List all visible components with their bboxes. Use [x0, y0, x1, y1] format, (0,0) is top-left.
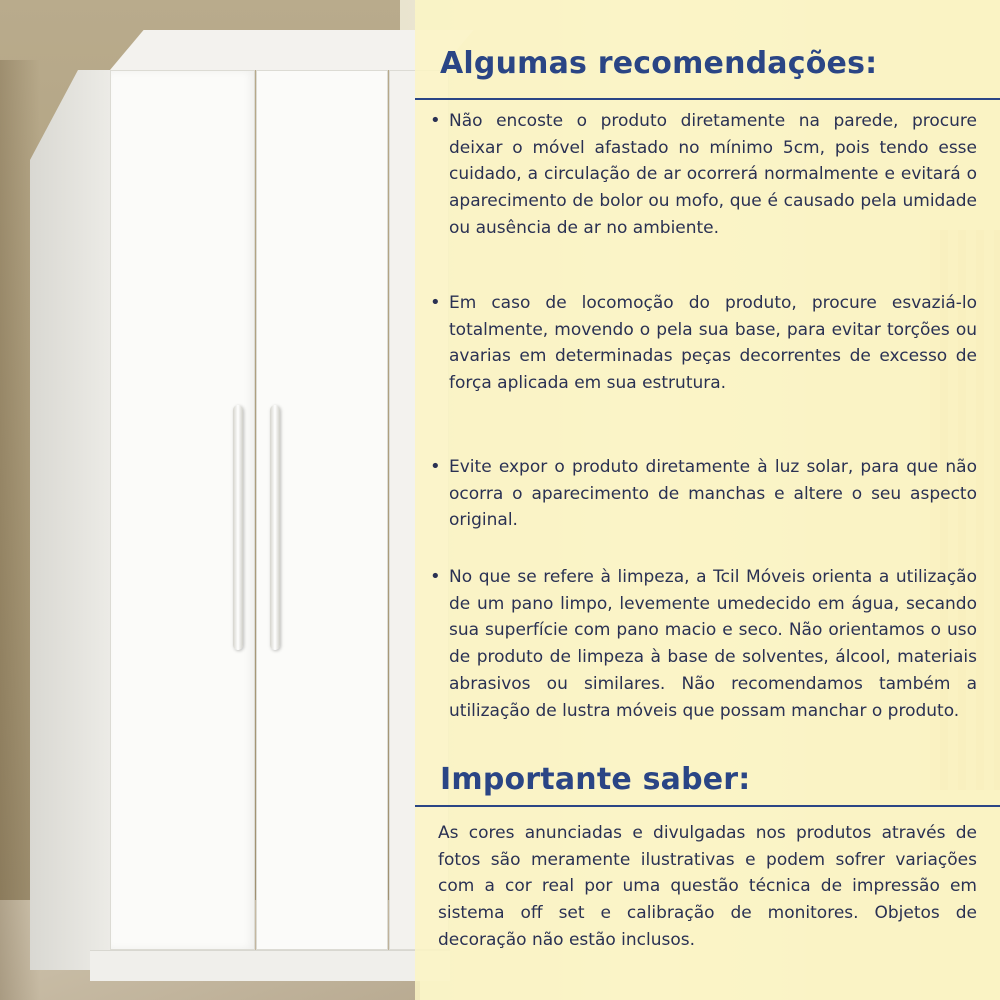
important-heading: Importante saber: [440, 762, 751, 797]
bullet-icon: • [430, 566, 441, 587]
list-item-text: Em caso de locomoção do produto, procure esvaziá-lo totalmente, movendo o pela sua base, para evitar torções ou avarias em determinadas peças decorrentes de excesso de força aplicada em sua estrutura. [449, 293, 977, 394]
wardrobe-base [90, 950, 450, 981]
heading-divider [415, 98, 1000, 100]
wardrobe-side-panel [30, 70, 110, 970]
bullet-icon: • [430, 110, 441, 131]
left-door-handle [233, 405, 243, 650]
right-door-handle [270, 405, 280, 650]
list-item-text: No que se refere à limpeza, a Tcil Móveis orienta a utilização de um pano limpo, levemente umedecido em água, secando sua superfície com pano macio e seco. Não orientamos o uso de produto de limpeza à base de solventes, álcool, materiais abrasivos ou similares. Não recomendamos também a utilização de lustra móveis que possam manchar o produto. [449, 567, 977, 721]
bullet-icon: • [430, 456, 441, 477]
heading-divider [415, 805, 1000, 807]
list-item-text: Evite expor o produto diretamente à luz solar, para que não ocorra o aparecimento de manchas e altere o seu aspecto original. [449, 457, 977, 531]
recommendations-heading: Algumas recomendações: [440, 46, 878, 81]
list-item-text: Não encoste o produto diretamente na parede, procure deixar o móvel afastado no mínimo 5cm, pois tendo esse cuidado, a circulação de ar ocorrerá normalmente e evitará o aparecimento de bolor ou mofo, que é causado pela umidade ou ausência de ar no ambiente. [449, 111, 977, 238]
white-wardrobe [30, 30, 430, 980]
bullet-icon: • [430, 292, 441, 313]
disclaimer-text: As cores anunciadas e divulgadas nos produtos através de fotos são meramente ilustrativas e podem sofrer variações com a cor real por uma questão técnica de impressão em sistema off set e calibração de monitores. Objetos de decoração não estão inclusos. [438, 823, 977, 950]
